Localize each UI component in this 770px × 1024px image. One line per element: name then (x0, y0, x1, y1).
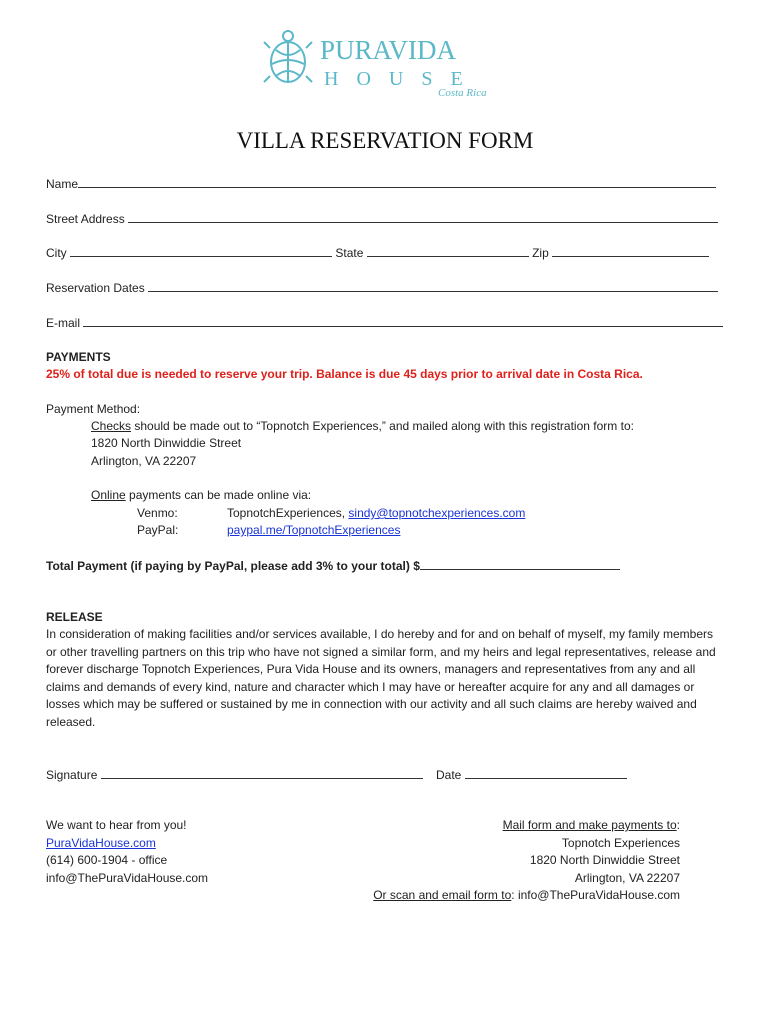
footer-right-heading-row (503, 818, 680, 832)
signature-field[interactable] (101, 767, 423, 779)
tagline-text: Costa Rica (438, 87, 487, 99)
date-field[interactable] (465, 767, 627, 779)
street-row (46, 211, 718, 226)
phone-text: (614) 600-1904 - office (46, 853, 168, 867)
name-field[interactable] (78, 176, 716, 188)
payments-heading: PAYMENTS (46, 350, 111, 364)
footer-email-text: info@ThePuraVidaHouse.com (46, 871, 209, 885)
brand-top-text: PURAVIDA (320, 35, 457, 65)
name-label: Name (46, 177, 79, 191)
venmo-email-link[interactable]: sindy@topnotchexperiences.com (348, 506, 526, 520)
online-line (91, 488, 311, 502)
online-text: payments can be made online via: (125, 488, 312, 502)
city-field[interactable] (70, 245, 332, 257)
date-row (436, 767, 627, 782)
date-label: Date (436, 768, 462, 782)
payments-notice: 25% of total due is needed to reserve your trip. Balance is due 45 days prior to arrival date in Costa Rica. (46, 367, 643, 381)
email-row (46, 315, 723, 330)
city-state-zip-row (46, 245, 709, 260)
zip-field[interactable] (552, 245, 709, 257)
email-field[interactable] (83, 315, 723, 327)
release-heading: RELEASE (46, 610, 103, 624)
checks-line (91, 419, 634, 433)
payment-method-label: Payment Method: (46, 402, 141, 416)
scan-email-row (373, 888, 680, 902)
mail-line3: Arlington, VA 22207 (574, 871, 680, 885)
venmo-value: TopnotchExperiences, (227, 506, 349, 520)
city-label: City (46, 246, 67, 260)
mail-form-heading: Mail form and make payments to (502, 818, 677, 832)
check-address-line1: 1820 North Dinwiddie Street (91, 436, 242, 450)
check-address-line2: Arlington, VA 22207 (91, 454, 197, 468)
venmo-row (227, 506, 525, 520)
total-payment-field[interactable] (420, 558, 620, 570)
state-label: State (335, 246, 364, 260)
brand-bottom-text: HOUSE (324, 68, 481, 90)
pura-vida-house-logo (262, 30, 512, 100)
paypal-label: PayPal: (137, 523, 179, 537)
scan-label: Or scan and email form to (373, 888, 512, 902)
venmo-label: Venmo: (137, 506, 178, 520)
street-label: Street Address (46, 212, 125, 226)
paypal-link[interactable]: paypal.me/TopnotchExperiences (227, 523, 401, 537)
state-field[interactable] (367, 245, 529, 257)
online-word: Online (91, 488, 126, 502)
dates-label: Reservation Dates (46, 281, 145, 295)
total-payment-label: Total Payment (if paying by PayPal, please add 3% to your total) $ (46, 559, 420, 573)
total-payment-row (46, 558, 620, 573)
website-link[interactable]: PuraVidaHouse.com (46, 836, 156, 850)
mail-form-colon: : (676, 818, 680, 832)
checks-text: should be made out to “Topnotch Experiences,” and mailed along with this registration form to: (131, 419, 634, 433)
form-title: VILLA RESERVATION FORM (236, 128, 534, 153)
turtle-logo-icon (262, 30, 512, 100)
footer-left-heading: We want to hear from you! (46, 818, 187, 832)
email-label: E-mail (46, 316, 81, 330)
release-text: In consideration of making facilities and/or services available, I do hereby and for and on behalf of myself, my family members or other travelling partners on this trip who have not signed a similar form, and my heirs and legal representatives, release and forever discharge Topnotch Experiences, Pura Vida House and its owners, managers and representatives from any and all claims and demands of every kind, nature and character which I may have or hereafter acquire for any and all damages or losses which may be suffered or sustained by me in connection with our activity and all such claims are hereby waived and released. (46, 627, 716, 729)
name-row (46, 176, 716, 191)
zip-label: Zip (532, 246, 549, 260)
checks-word: Checks (91, 419, 132, 433)
mail-line1: Topnotch Experiences (561, 836, 680, 850)
dates-field[interactable] (148, 280, 718, 292)
street-field[interactable] (128, 211, 718, 223)
scan-email: : info@ThePuraVidaHouse.com (511, 888, 680, 902)
signature-row (46, 767, 423, 782)
mail-line2: 1820 North Dinwiddie Street (529, 853, 680, 867)
signature-label: Signature (46, 768, 98, 782)
dates-row (46, 280, 718, 295)
